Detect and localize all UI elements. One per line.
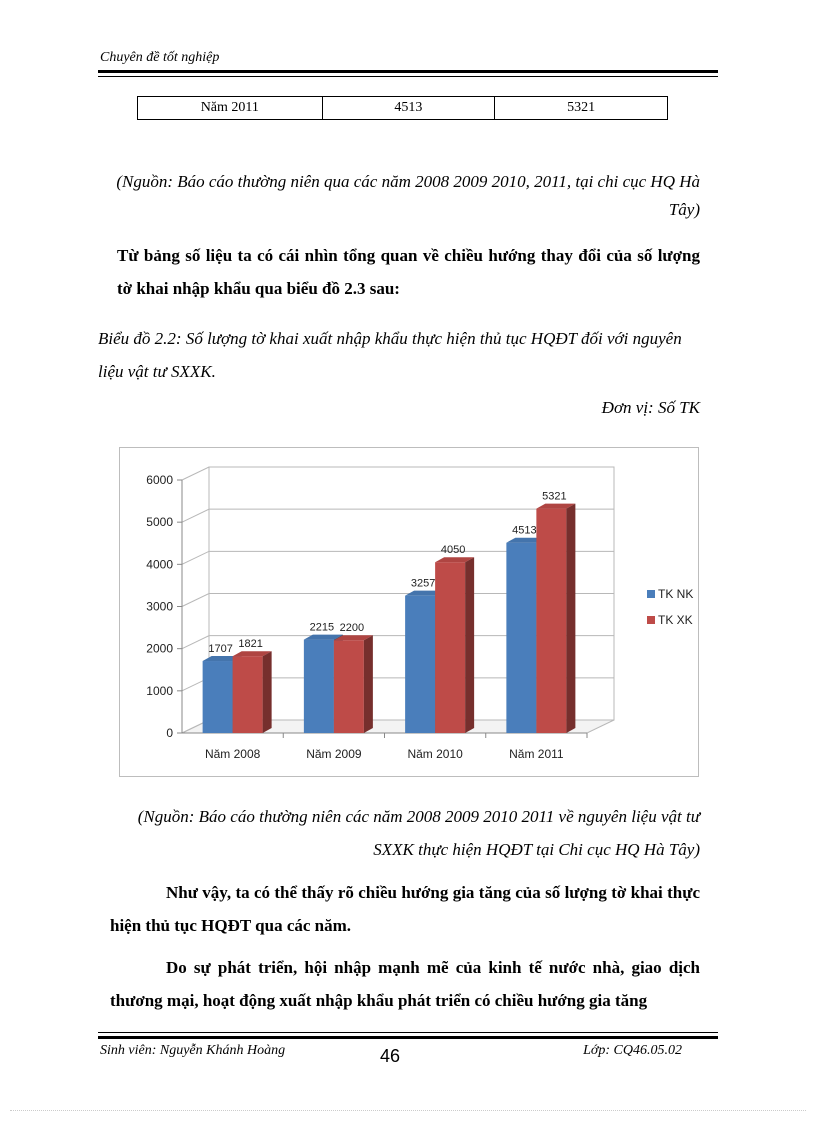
bar-tk-nk-front xyxy=(506,543,536,733)
y-tick-label: 5000 xyxy=(146,515,173,530)
bar-tk-xk-front xyxy=(536,509,566,733)
y-tick-label: 6000 xyxy=(146,473,173,487)
data-label: 5321 xyxy=(542,490,567,503)
header-rule-thin xyxy=(98,76,718,77)
y-tick-label: 0 xyxy=(166,726,173,740)
x-tick-label: Năm 2011 xyxy=(509,747,564,761)
chart-caption: Biểu đồ 2.2: Số lượng tờ khai xuất nhập khẩu thực hiện thủ tục HQĐT đối với nguyên liệu vật tư SXXK. xyxy=(98,329,682,381)
y-tick-label: 1000 xyxy=(146,683,173,698)
data-label: 1707 xyxy=(208,643,233,656)
bar-side-face xyxy=(263,651,272,733)
page-number: 46 xyxy=(380,1046,401,1066)
x-tick-label: Năm 2008 xyxy=(204,747,261,761)
page-edge-divider xyxy=(10,1110,806,1111)
legend-swatch xyxy=(647,590,655,598)
bar-tk-xk-front xyxy=(334,640,364,733)
paragraph-1: Từ bảng số liệu ta có cái nhìn tổng quan về chiều hướng thay đổi của số lượng tờ khai nhập khẩu qua biểu đồ 2.3 sau: xyxy=(117,246,700,298)
footer-rule-thin xyxy=(98,1032,718,1033)
legend-label: TK XK xyxy=(658,613,693,627)
header-rule-thick xyxy=(98,70,718,73)
header-title: Chuyên đề tốt nghiệp xyxy=(100,50,220,65)
bar-tk-nk-front xyxy=(304,640,334,733)
footer-class: Lớp: CQ46.05.02 xyxy=(583,1043,682,1058)
y-tick-label: 4000 xyxy=(146,557,173,572)
bar-tk-xk-front xyxy=(435,562,465,733)
paragraph-2: Như vậy, ta có thể thấy rõ chiều hướng gia tăng của số lượng tờ khai thực hiện thủ tục HQĐT qua các năm. xyxy=(110,883,700,935)
paragraph-3: Do sự phát triển, hội nhập mạnh mẽ của kinh tế nước nhà, giao dịch thương mại, hoạt động xuất nhập khẩu phát triển có chiều hướng gia tăng xyxy=(110,958,700,1010)
y-tick-label: 3000 xyxy=(146,599,173,614)
bar-chart xyxy=(120,448,698,776)
table-cell-nk: 4513 xyxy=(322,97,495,120)
bar-side-face xyxy=(364,635,373,733)
x-tick-label: Năm 2010 xyxy=(407,747,463,761)
legend-swatch xyxy=(647,616,655,624)
y-tick-label: 2000 xyxy=(146,641,173,656)
bar-side-face xyxy=(566,504,575,733)
data-label: 4050 xyxy=(440,544,466,557)
data-label: 2215 xyxy=(309,621,335,634)
footer-rule-thick xyxy=(98,1036,718,1039)
data-table xyxy=(137,96,668,120)
bar-side-face xyxy=(465,557,474,733)
source-note-1: (Nguồn: Báo cáo thường niên qua các năm 2008 2009 2010, 2011, tại chi cục HQ Hà Tây) xyxy=(116,172,700,219)
table-row xyxy=(138,97,668,120)
bar-tk-nk-front xyxy=(405,596,435,733)
data-label: 2200 xyxy=(339,622,365,635)
data-label: 4513 xyxy=(512,524,537,537)
unit-label: Đơn vị: Số TK xyxy=(601,398,700,417)
data-label: 1821 xyxy=(238,638,263,651)
legend-label: TK NK xyxy=(658,587,694,601)
bar-tk-nk-front xyxy=(203,661,233,733)
table-cell-year: Năm 2011 xyxy=(138,97,323,120)
data-label: 3257 xyxy=(410,577,436,590)
chart-container xyxy=(119,447,699,777)
source-note-2: (Nguồn: Báo cáo thường niên các năm 2008 2009 2010 2011 về nguyên liệu vật tư SXXK thực hiện HQĐT tại Chi cục HQ Hà Tây) xyxy=(137,807,700,859)
table-cell-xk: 5321 xyxy=(495,97,668,120)
x-tick-label: Năm 2009 xyxy=(306,747,362,761)
bar-tk-xk-front xyxy=(233,656,263,733)
footer-student: Sinh viên: Nguyễn Khánh Hoàng xyxy=(100,1043,286,1058)
